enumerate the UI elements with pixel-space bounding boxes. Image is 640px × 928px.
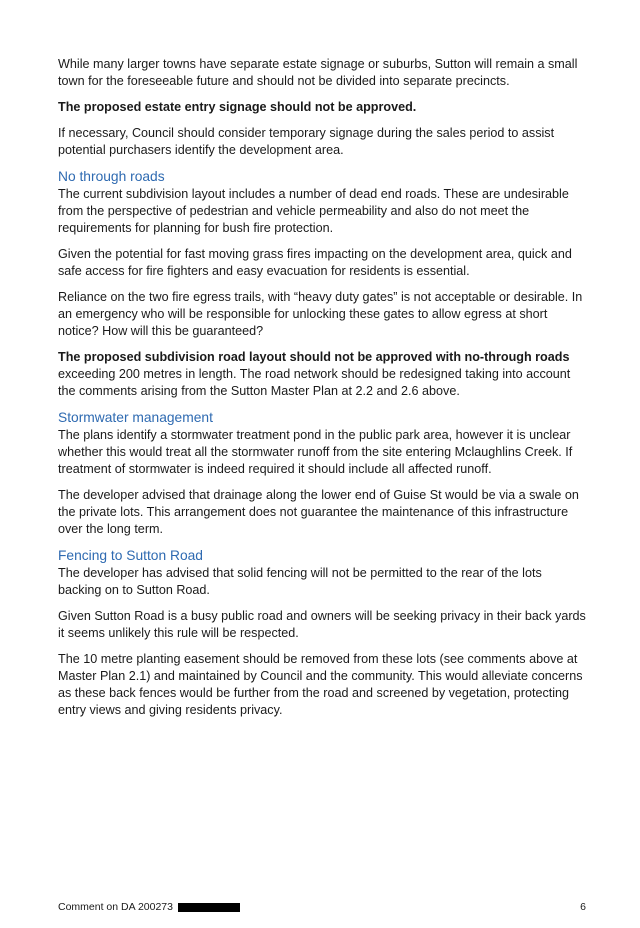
fencing-paragraph-1: The developer has advised that solid fencing will not be permitted to the rear of the lots backing on to Sutton Road. — [58, 566, 542, 597]
page-footer — [58, 900, 586, 914]
roads-recommendation-bold: The proposed subdivision road layout should not be approved with no-through roads — [58, 350, 570, 364]
fencing-paragraph-3: The 10 metre planting easement should be removed from these lots (see comments above at Master Plan 2.1) and maintained by Council and the community. This would alleviate concerns as these back fences would be further from the road and screened by vegetation, protecting entry views and giving residents privacy. — [58, 652, 583, 717]
roads-paragraph-1: The current subdivision layout includes a number of dead end roads. These are undesirable from the perspective of pedestrian and vehicle permeability and also do not meet the requirements for planning for bush fire protection. — [58, 187, 569, 235]
roads-paragraph-3: Reliance on the two fire egress trails, with “heavy duty gates” is not acceptable or desirable. In an emergency who will be responsible for unlocking these gates to allow egress at short notice? How will this be guaranteed? — [58, 290, 583, 338]
roads-paragraph-2: Given the potential for fast moving grass fires impacting on the development area, quick and safe access for fire fighters and easy evacuation for residents is essential. — [58, 247, 572, 278]
footer-label-group — [58, 900, 240, 914]
footer-label: Comment on DA 200273 — [58, 901, 173, 913]
document-body — [58, 56, 586, 728]
heading-no-through-roads: No through roads — [58, 169, 165, 184]
intro-recommendation: The proposed estate entry signage should not be approved. — [58, 100, 417, 114]
heading-fencing: Fencing to Sutton Road — [58, 548, 203, 563]
stormwater-paragraph-2: The developer advised that drainage along the lower end of Guise St would be via a swale on the private lots. This arrangement does not guarantee the maintenance of this infrastructure over the long term. — [58, 488, 579, 536]
intro-paragraph-1: While many larger towns have separate estate signage or suburbs, Sutton will remain a small town for the foreseeable future and should not be divided into separate precincts. — [58, 57, 578, 88]
intro-paragraph-3: If necessary, Council should consider temporary signage during the sales period to assist potential purchasers identify the development area. — [58, 126, 555, 157]
page-number: 6 — [580, 901, 586, 913]
roads-recommendation-rest: exceeding 200 metres in length. The road network should be redesigned taking into account the comments arising from the Sutton Master Plan at 2.2 and 2.6 above. — [58, 367, 571, 398]
roads-recommendation — [58, 349, 586, 400]
fencing-paragraph-2: Given Sutton Road is a busy public road and owners will be seeking privacy in their back yards it seems unlikely this rule will be respected. — [58, 609, 586, 640]
heading-stormwater: Stormwater management — [58, 410, 213, 425]
redaction-bar — [178, 903, 240, 912]
stormwater-paragraph-1: The plans identify a stormwater treatment pond in the public park area, however it is unclear whether this would treat all the stormwater runoff from the site entering Mclaughlins Creek. If treatment of stormwater is indeed required it should include all affected runoff. — [58, 428, 573, 476]
